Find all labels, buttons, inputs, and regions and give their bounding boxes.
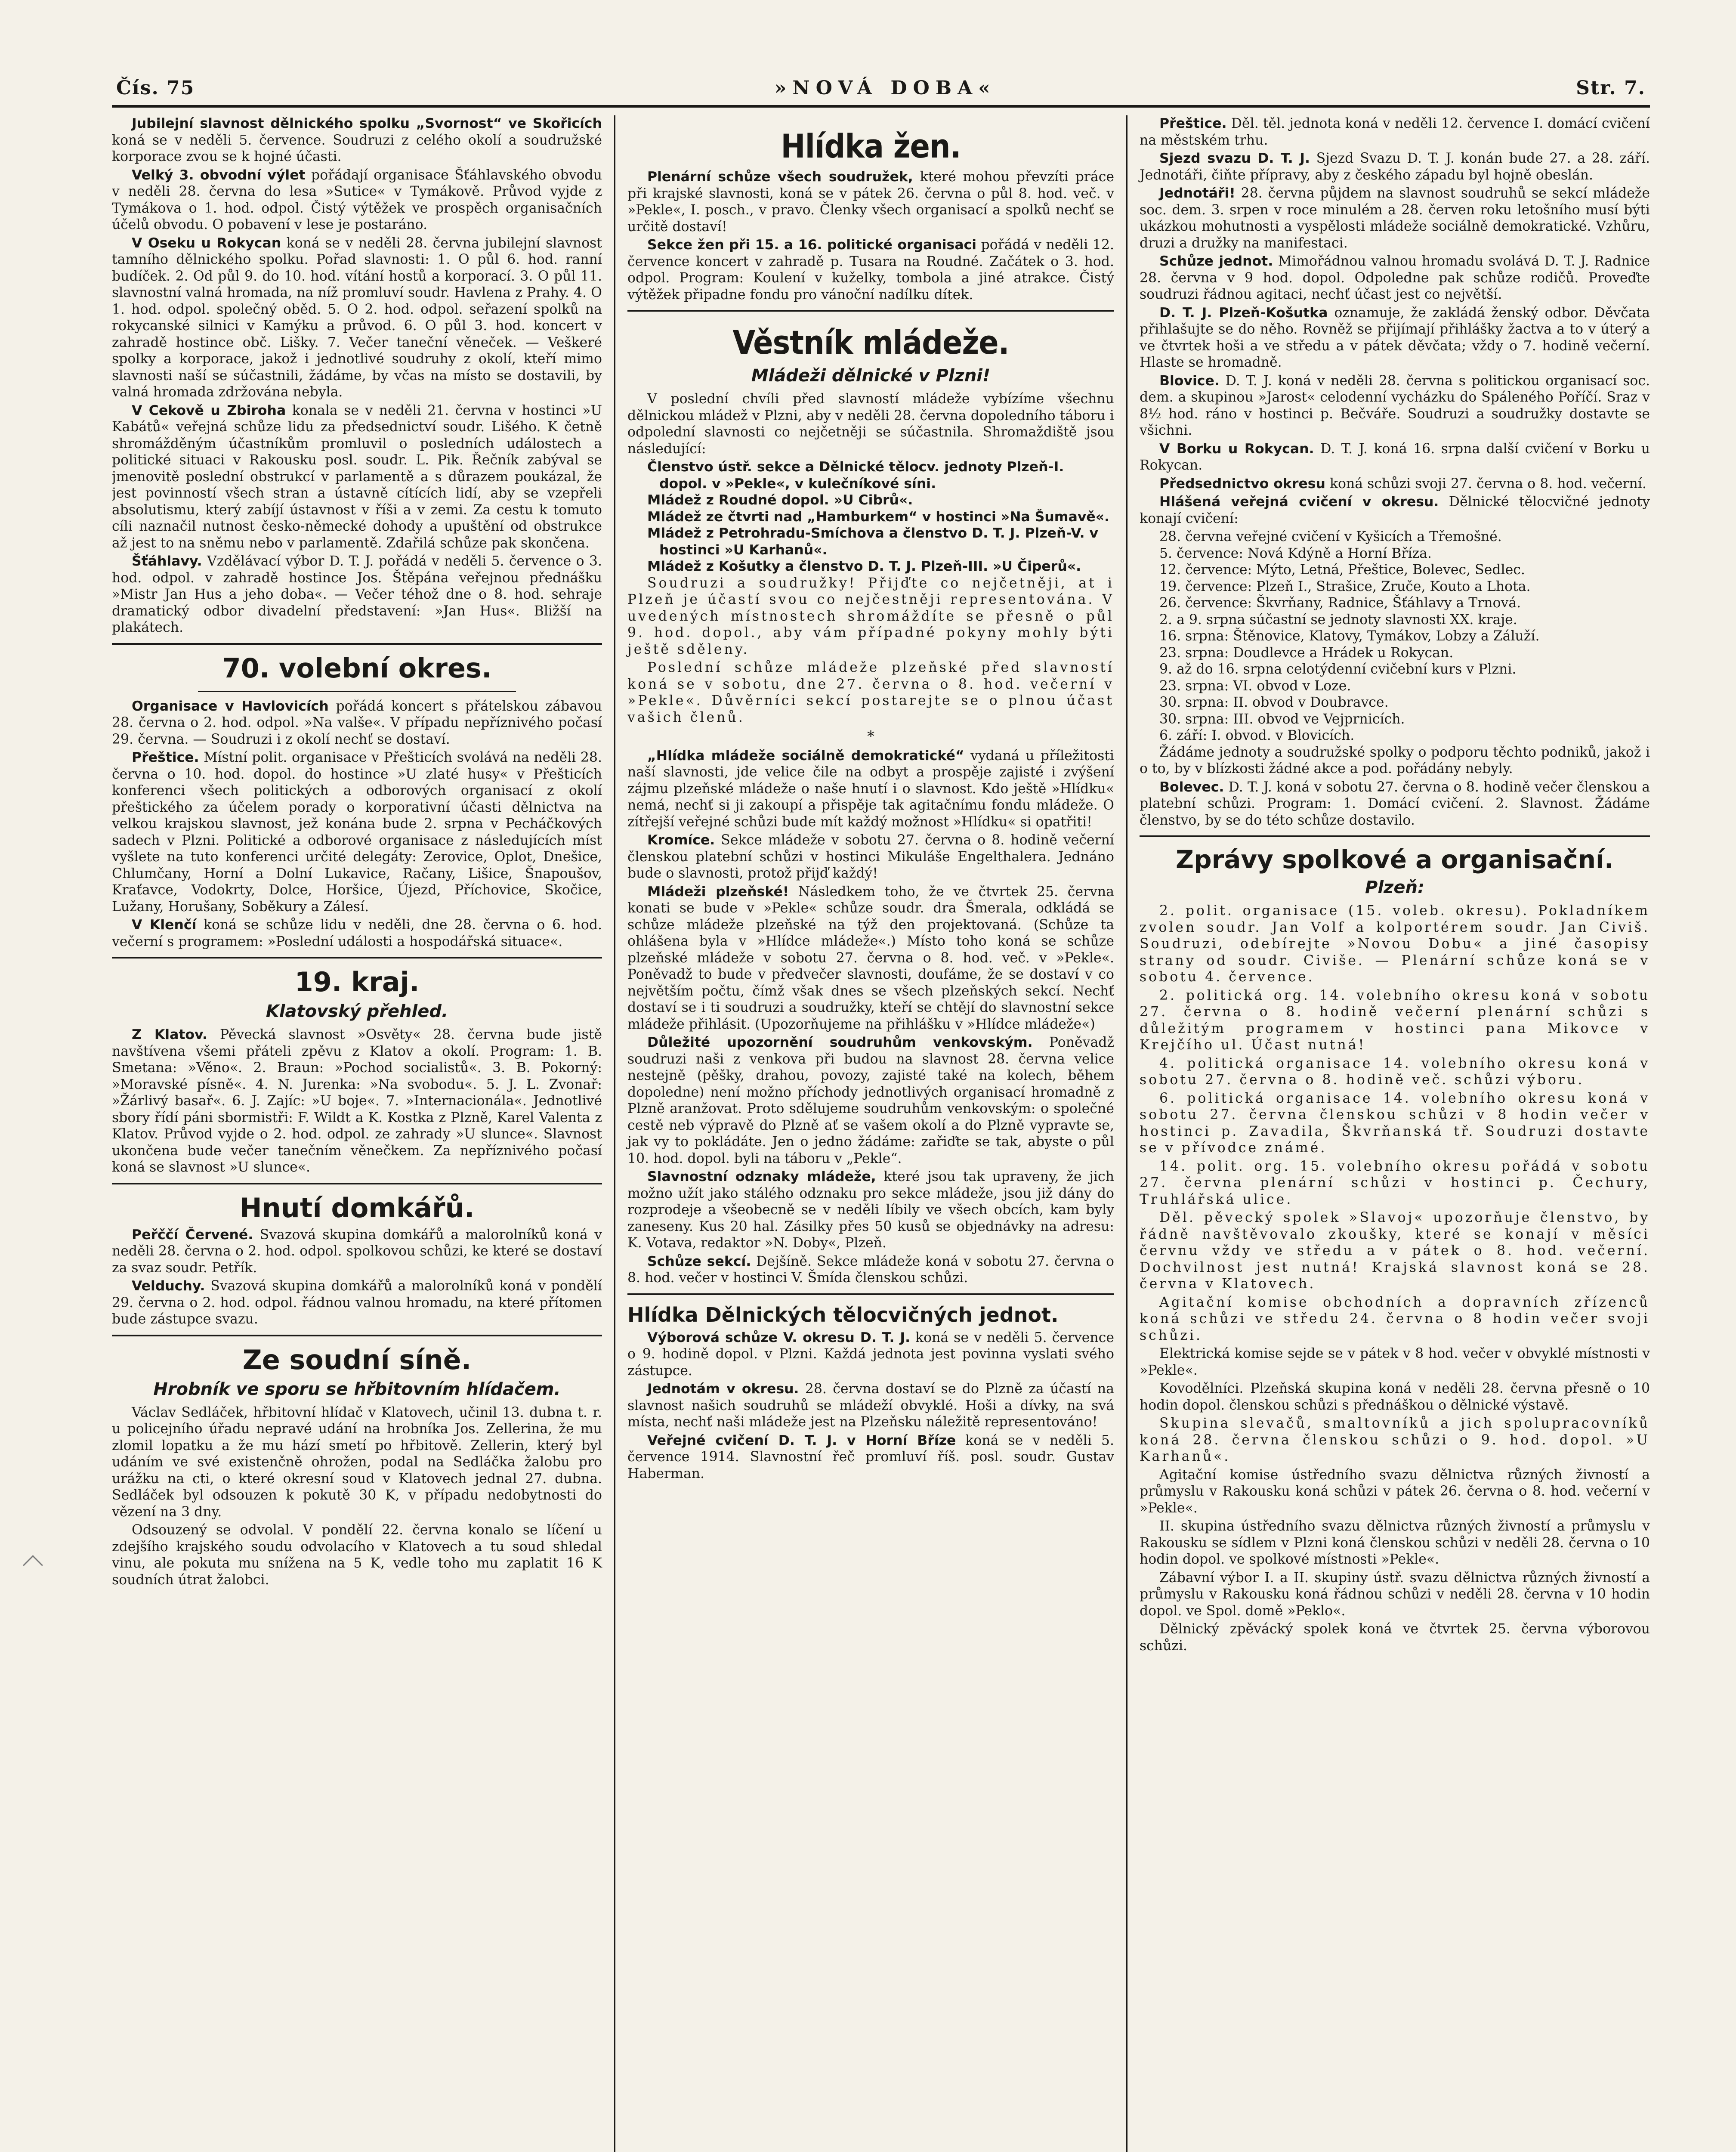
article-text: koná se schůze lidu v neděli, dne 28. června o 6. hod. večerní s programem: »Poslední události a hospodářská situace«. [112, 917, 602, 949]
article-lead: Předsednictvo okresu [1159, 476, 1325, 492]
punch-mark [23, 1555, 43, 1575]
article [1140, 305, 1650, 371]
article [627, 1432, 1114, 1482]
article-lead: V Borku u Rokycan. [1159, 441, 1314, 457]
divider [627, 1293, 1114, 1295]
article: Agitační komise obchodních a dopravních zřízenců koná schůzi ve středu 24. června o 8 hodin večer svoji schůzi. [1140, 1294, 1650, 1343]
article-lead: Sekce žen při 15. a 16. politické organisaci [647, 237, 977, 253]
article [112, 553, 602, 636]
divider [112, 1183, 602, 1184]
list-item: 6. září: I. obvod. v Blovicích. [1159, 728, 1355, 743]
article-lead: Bolevec. [1159, 779, 1224, 795]
article-lead: Přeštice. [132, 750, 199, 765]
section-heading-telocvicne-jednoty: Hlídka Dělnických tělocvičných jednot. [627, 1303, 1059, 1326]
article [1140, 373, 1650, 439]
article-text: koná se v neděli 28. června jubilejní slavnost tamního dělnického spolku. Pořad slavnosti: 1. O půl 6. hod. ranní budíček. 2. Od půl 9. do 10. hod. vítání hostů a korporací. 3. O půl 11. slavnostní valná hromada, na níž promluví soudr. Havlena z Prahy. 4. O 1. hod. odpol. společný oběd. 5. O 2. hod. odpol. seřazení spolků na rokycanské silnici v Kamýku a průvod. 6. O půl 3. hod. koncert v zahradě hostince obč. Lišky. 7. Večer taneční věneček. — Veškeré spolky a korporace, jakož i jednotlivé soudruhy z okolí, kteří mimo slavnosti naší se súčastnili, žádáme, by včas na místo se dostavili, by valná hromada zdržována nebyla. [112, 235, 602, 400]
article: V poslední chvíli před slavností mládeže vybízíme všechnu dělnickou mládež v Plzni, aby v neděli 28. června dopoledního táboru i odpolední slavnosti co nejčetněji se súčastnila. Shromaždiště jsou následující: [627, 391, 1114, 457]
article-text: Dejšíně. Sekce mládeže koná v sobotu 27. června o 8. hod. večer v hostinci V. Šmída členskou schůzi. [627, 1253, 1114, 1286]
article-text: které jsou tak upraveny, že jich možno užít jako stálého odznaku pro sekce mládeže, jsou již dány do rozprodeje a všeobecně se v neděli líbily ve všech obcích, kam byly zaneseny. Kus 20 hal. Zásilky přes 50 kusů se objednávky na adresu: K. Votava, redaktor »N. Doby«, Plzeň. [627, 1169, 1114, 1251]
article-lead: Peřččí Červené. [132, 1227, 253, 1243]
page-number: Str. 7. [1576, 77, 1646, 99]
article: 2. polit. organisace (15. voleb. okresu). Pokladníkem zvolen soudr. Jan Volf a kolportérem soudr. Jan Civiš. Soudruzi, odebírejte »Novou Dobu« a jiné časopisy strany od soudr. Civiše. — Plenární schůze koná se v sobotu 4. července. [1140, 903, 1650, 985]
article-lead: Mládeži plzeňské! [647, 884, 789, 900]
list-item: Mládež ze čtvrti nad „Hamburkem“ v hostinci »Na Šumavě«. [647, 509, 1110, 525]
article-lead: Sjezd svazu D. T. J. [1159, 151, 1310, 166]
article [112, 1027, 602, 1176]
article-text: Poněvadž soudruzi naši z venkova při budou na slavnost 28. června velice nestejně (pěšky, drahou, povozy, zajisté také na kolech, během dopoledne) není možno příchody jednotlivých organisací hromadně z Plzně aranžovat. Proto sdělujeme soudruhům venkovským: o společné cestě neb výpravě do Plzně ať se vašem okolí a do Plzně vypravte se, jak vy to pokládáte. Jen o jedno žádáme: zařiďte se tak, abyste o půl 10. hod. dopol. byli na táboru v „Pekle“. [627, 1035, 1114, 1166]
columns [112, 115, 1650, 2152]
section-heading-domkari: Hnutí domkářů. [239, 1192, 475, 1224]
list-item: Členstvo ústř. sekce a Dělnické tělocv. jednoty Plzeň-I. dopol. v »Pekle«, v kulečníkové síni. [647, 459, 1064, 492]
article-lead: D. T. J. Plzeň-Košutka [1159, 305, 1328, 321]
article-text: Sjezd Svazu D. T. J. konán bude 27. a 28. září. Jednotáři, čiňte přípravy, aby z českého západu byl hojně obeslán. [1140, 151, 1650, 183]
article-text: oznamuje, že zakládá ženský odbor. Děvčata přihlašujte se do něho. Rovněž se přijímají přihlášky žactva a to v úterý a ve čtvrtek hoši a ve středu a v pátek děvčata; vždy o 7. hodině večerní. Hlaste se hromadně. [1140, 305, 1650, 370]
article-lead: Plenární schůze všech soudružek, [647, 169, 913, 185]
article-text: koná schůzi svoji 27. června o 8. hod. večerní. [1325, 476, 1646, 492]
issue-number: Čís. 75 [116, 77, 195, 99]
list-item: Mládež z Roudné dopol. »U Cibrů«. [647, 492, 913, 508]
list-item: 30. srpna: II. obvod v Doubravce. [1159, 695, 1389, 710]
article-lead: Hlášená veřejná cvičení v okresu. [1159, 494, 1439, 510]
article-lead: Důležité upozornění soudruhům venkovským. [647, 1035, 1033, 1050]
article-lead: Schůze sekcí. [647, 1253, 751, 1269]
section-heading-zpravy-spolkove: Zprávy spolkové a organisační. [1176, 845, 1614, 874]
article [1140, 494, 1650, 527]
article-text: D. T. J. koná v sobotu 27. června o 8. hodině večer členskou a platební schůzi. Program: 1. Domácí cvičení. 2. Slavnost. Žádáme členstvo, by se do této schůze dostavilo. [1140, 779, 1650, 828]
article [112, 235, 602, 401]
article-lead: Jubilejní slavnost dělnického spolku „Svornost“ ve Skořicích [132, 116, 602, 131]
article [627, 748, 1114, 831]
article-lead: Veřejné cvičení D. T. J. v Horní Bříze [647, 1432, 956, 1448]
article [112, 698, 602, 748]
list-item: 2. a 9. srpna súčastní se jednoty slavnosti XX. kraje. [1159, 612, 1517, 628]
list-item: 26. července: Škvrňany, Radnice, Šťáhlavy a Trnová. [1159, 595, 1521, 611]
article-lead: Slavnostní odznaky mládeže, [647, 1169, 876, 1184]
article: Agitační komise ústředního svazu dělnictva různých živností a průmyslu v Rakousku koná schůzi v pátek 26. června o 8. hod. večerní v »Pekle«. [1140, 1467, 1650, 1516]
column-1 [112, 115, 615, 2152]
article [112, 1227, 602, 1277]
section-subheading: Plzeň: [1365, 878, 1424, 897]
article [1140, 476, 1650, 492]
section-heading-soudni-sin: Ze soudní síně. [242, 1344, 472, 1376]
article-text: koná se v neděli 5. července 1914. Slavnostní řeč promluví říš. posl. soudr. Gustav Haberman. [627, 1432, 1114, 1481]
article: Elektrická komise sejde se v pátek v 8 hod. večer v obvyklé místnosti v »Pekle«. [1140, 1346, 1650, 1378]
column-3 [1127, 115, 1650, 2152]
star-separator: * [867, 728, 874, 745]
column-2 [615, 115, 1127, 2152]
list-item: 12. července: Mýto, Letná, Přeštice, Bolevec, Sedlec. [1159, 562, 1525, 578]
article-lead: Přeštice. [1159, 116, 1227, 131]
list-item: 19. července: Plzeň I., Strašice, Zruče, Kouto a Lhota. [1159, 578, 1531, 594]
article: 14. polit. org. 15. volebního okresu pořádá v sobotu 27. června plenární schůzi v hostinci p. Čechury, Truhlářská ulice. [1140, 1158, 1650, 1207]
article-lead: V Oseku u Rokycan [132, 235, 281, 251]
list-item: 5. července: Nová Kdýně a Horní Bříza. [1159, 545, 1432, 561]
article: Zábavní výbor I. a II. skupiny ústř. svazu dělnictva různých živností a průmyslu v Rakousku koná řádnou schůzi v neděli 28. června v 10 hodin dopol. ve Spol. domě »Peklo«. [1140, 1570, 1650, 1619]
section-heading-hlidka-zen: Hlídka žen. [781, 127, 961, 165]
article-text: Následkem toho, že ve čtvrtek 25. června konati se bude v »Pekle« schůze soudr. dra Šmerala, odkládá se schůze mládeže plzeňské na týž den projektovaná. (Schůze ta ohlášena byla v »Hlídce mládeže«.) Místo toho koná se schůze plzeňské mládeže v sobotu 27. června o 8. hod. več. v »Pekle«. Poněvadž to bude v předvečer slavnosti, doufáme, že se dostaví v co největším počtu, čímž však dnes se všech plzeňských sekcí. Nechť dostaví se i ti soudruzi a soudružky, kteří se chtějí do slavnostní sekce mládeže přihlásit. (Upozorňujeme na přihlášku v »Hlídce mládeže«) [627, 884, 1114, 1032]
article-text: pořádají organisace Šťáhlavského obvodu v neděli 28. června do lesa »Sutice« v Tymákově. Průvod vyjde z Tymákova o 1. hod. odpol. Čistý výtěžek ve prospěch organisačních účelů obvodu. O pobavení v lese je postaráno. [112, 167, 602, 232]
article-text: vydaná u příležitosti naší slavnosti, jde velice čile na odbyt a prospěje zajisté i zvýšení zájmu plzeňské mládeže o naše hnutí i o slavnost. Kdo ještě »Hlídku« nemá, nechť si ji zakoupí a přispěje tak agitačnímu fondu mládeže. O zítřejší veřejné schůzi bude mít každý možnost »Hlídku« si opatřiti! [627, 748, 1114, 830]
article-text: Sekce mládeže v sobotu 27. června o 8. hodině večerní členskou platební schůzi v hostinci Mikuláše Engelthalera. Jednáno bude o slavnosti, protož přijď každý! [627, 832, 1114, 881]
article: Odsouzený se odvolal. V pondělí 22. června konalo se líčení u zdejšího krajského soudu odvolacího v Klatovech a tu soud shledal vinu, ale pokuta mu snížena na 5 K, vedle toho mu zaplatit 16 K soudních útrat žalobci. [112, 1522, 602, 1588]
article-text: Děl. těl. jednota koná v neděli 12. července I. domácí cvičení na městském trhu. [1140, 116, 1650, 148]
article [627, 237, 1114, 303]
article: 4. politická organisace 14. volebního okresu koná v sobotu 27. června o 8. hodině več. schůzi výboru. [1140, 1055, 1650, 1088]
article [1140, 441, 1650, 474]
section-subheading: Hrobník ve sporu se hřbitovním hlídačem. [153, 1379, 561, 1399]
article [1140, 115, 1650, 148]
article [112, 749, 602, 915]
article [112, 1278, 602, 1328]
article-text: pořádá v neděli 12. července koncert v zahradě p. Tusara na Roudné. Začátek o 3. hod. odpol. Program: Koulení v kuželky, tombola a jiné atrakce. Čistý výtěžek připadne fondu pro vánoční nadílku dítek. [627, 237, 1114, 303]
article: 2. politická org. 14. volebního okresu koná v sobotu 27. června o 8. hodině večerní plenární schůzi s důležitým programem v hostinci pana Mikovce v Krejčího ul. Účast nutná! [1140, 987, 1650, 1053]
article [1140, 150, 1650, 183]
divider [112, 643, 602, 645]
article-lead: V Cekově u Zbiroha [132, 402, 286, 418]
article-lead: Kromíce. [647, 832, 715, 848]
article-text: D. T. J. koná v neděli 28. června s politickou organisací soc. dem. a skupinou »Jarost« celodenní vycházku do Spáleného Poříčí. Sraz v 8½ hod. ráno v hostinci p. Bečváře. Soudruzi a soudružky dostavte se všichni. [1140, 373, 1650, 438]
article: Žádáme jednoty a soudružské spolky o podporu těchto podniků, jakož i o to, by v blízkosti žádné akce a pod. pořádány nebyly. [1140, 744, 1650, 776]
article [627, 1330, 1114, 1379]
article: II. skupina ústředního svazu dělnictva různých živností a průmyslu v Rakousku se sídlem v Plzni koná členskou schůzi v neděli 28. června o 10 hodin dopol. ve spolkové místnosti »Pekle«. [1140, 1518, 1650, 1567]
article: Kovodělníci. Plzeňská skupina koná v neděli 28. června přesně o 10 hodin dopol. členskou schůzi s přednáškou o dělnické výstavě. [1140, 1381, 1650, 1413]
running-header [112, 60, 1650, 108]
article: Poslední schůze mládeže plzeňské před slavností koná se v sobotu, dne 27. června o 8. hod. večerní v »Pekle«. Důvěrníci sekcí postarejte se o plnou účast vašich členů. [627, 660, 1114, 725]
article-text: koná se v neděli 5. července o 9. hodině dopol. v Plzni. Každá jednota jest povinna vyslati svého zástupce. [627, 1330, 1114, 1379]
article-text: Pěvecká slavnost »Osvěty« 28. června bude jistě navštívena všemi přáteli zpěvu z Klatov a okolí. Program: 1. B. Smetana: »Věno«. 2. Braun: »Pochod socialistů«. 3. B. Pokorný: »Moravské písně«. 4. N. Jurenka: »Na svobodu«. 5. J. L. Zvonař: »Žárlivý basař«. 6. J. Zajíc: »U boje«. 7. »Internacionála«. Jednotlivé sbory řídí páni sbormistři: F. Wildt a K. Kostka z Plzně, Karel Valenta z Klatov. Průvod vyjde o 2. hod. odpol. ze zahrady »U slunce«. Slavnost ukončena bude večer tanečním věnečkem. Za nepříznivého počasí koná se slavnost »U slunce«. [112, 1027, 602, 1175]
article-text: Mimořádnou valnou hromadu svolává D. T. J. Radnice 28. června v 9 hod. dopol. Odpoledne pak schůze rodičů. Proveďte soudruzi řádnou agitaci, nechť účast jest co největší. [1140, 254, 1650, 302]
article: 6. politická organisace 14. volebního okresu koná v sobotu 27. června členskou schůzi v 8 hodin večer v hostinci p. Zavadila, Škvrňanská tř. Soudruzi dostavte se v přívodce známé. [1140, 1090, 1650, 1156]
article-lead: „Hlídka mládeže sociálně demokratické“ [647, 748, 964, 764]
article-text: Svazová skupina domkářů a malorolníků koná v neděli 28. června o 2. hod. odpol. spolkovou schůzi, ke které se dostaví za svaz soudr. Petřík. [112, 1227, 602, 1276]
article [112, 167, 602, 233]
section-heading-vestnik-mladeze: Věstník mládeže. [732, 323, 1009, 362]
article-text: které mohou převzíti práce při krajské slavnosti, koná se v pátek 26. června o půl 8. hod. več. v »Pekle«, I. posch., v pravo. Členky všech organisací a spolků nechť se určitě dostaví! [627, 169, 1114, 235]
article-text: konala se v neděli 21. června v hostinci »U Kabátů« veřejná schůze lidu za předsednictví soudr. Lišého. K četně shromážděným účastníkům promluvil o posledních událostech a politické situaci v Rakousku posl. soudr. L. Pik. Řečník zabýval se jmenovitě poslední obstrukcí v parlamentě a s důrazem poukázal, že jest povinností všech stran a ústavně cítících lidí, aby se vzepřeli absolutismu, který zabíjí ústavnost v říši a v zemi. Za cestu k tomuto cíli naznačil nutnost česko-německé dohody a upuštění od obstrukce až jest to na sněmu nebo v parlamentě. Zdařilá schůze pak skončena. [112, 402, 602, 551]
article-text: Vzdělávací výbor D. T. J. pořádá v neděli 5. července o 3. hod. odpol. v zahradě hostince Jos. Štěpána veřejnou přednášku »Mistr Jan Hus a jeho doba«. — Večer téhož dne o 8. hod. sehraje dramatický odbor divadelní představení: »Jan Hus«. Bližší na plakátech. [112, 553, 602, 635]
article: Děl. pěvecký spolek »Slavoj« upozorňuje členstvo, by řádně navštěvovalo zkoušky, které se konají v měsíci červnu vždy ve středu a v pátek o 8. hod. večerní. Dochvilnost jest nutná! Krajská slavnost koná se 28. června v Klatovech. [1140, 1210, 1650, 1292]
article [112, 917, 602, 950]
list-item: 28. června veřejné cvičení v Kyšicích a Třemošné. [1159, 529, 1502, 544]
article-lead: Šťáhlavy. [132, 553, 202, 569]
article [627, 1169, 1114, 1252]
article-text: 28. června dostaví se do Plzně za účastí na slavnost našich soudruhů se mládeží obvyklé. Hoši a dívky, na svá místa, nechť naši mládeže jest na Plzeňsku náležitě representováno! [627, 1381, 1114, 1430]
article [627, 884, 1114, 1033]
article: Dělnický zpěvácký spolek koná ve čtvrtek 25. června výborovou schůzi. [1140, 1621, 1650, 1654]
section-subheading: Mládeži dělnické v Plzni! [751, 366, 991, 386]
article [627, 1381, 1114, 1431]
article-lead: Z Klatov. [132, 1027, 207, 1042]
article-lead: Jednotáři! [1159, 186, 1236, 201]
article-text: 28. června půjdem na slavnost soudruhů se sekcí mládeže soc. dem. 3. srpen v roce minulém a 28. červen roku letošního musí býti ukázkou mohutnosti a vyspělosti mládeže sociálně demokratické. Vzhůru, druzi a družky na manifestaci. [1140, 186, 1650, 251]
divider [1140, 835, 1650, 837]
article-lead: Výborová schůze V. okresu D. T. J. [647, 1330, 911, 1345]
article-text: koná se v neděli 5. července. Soudruzi z celého okolí a soudružské korporace zvou se k hojné účasti. [112, 132, 602, 164]
divider [198, 691, 516, 692]
article [627, 832, 1114, 882]
article-text: pořádá koncert s přátelskou zábavou 28. června o 2. hod. odpol. »Na valše«. V případu nepříznivého počasí 29. června. — Soudruzi i z okolí nechť se dostaví. [112, 698, 602, 747]
divider [112, 1335, 602, 1336]
article [1140, 779, 1650, 829]
article [627, 1253, 1114, 1286]
article [1140, 253, 1650, 303]
article-text: Místní polit. organisace v Přešticích svolává na neděli 28. června o 10. hod. dopol. do hostince »U zlaté husy« v Přešticích konferenci všech politických a odborových organisací z okolí přeštického za účelem porady o korporativní účasti dělnictva na velkou krajskou slavnost, jež konána bude 2. srpna v Pecháčkových sadech v Plzni. Politické a odborové organisace z následujících míst vyšlete na tuto konferenci určité delegáty: Zerovice, Oplot, Dnešice, Chlumčany, Horní a Dolní Lukavice, Račany, Lišice, Šnapoušov, Kraťavce, Vodokrty, Dolce, Horšice, Újezd, Příchovice, Skočice, Lužany, Horušany, Soběkury a Zálesí. [112, 750, 602, 915]
list-item: Mládež z Petrohradu-Smíchova a členstvo D. T. J. Plzeň-V. v hostinci »U Karhanů«. [647, 526, 1099, 558]
divider [112, 957, 602, 959]
article-lead: Jednotám v okresu. [647, 1381, 799, 1397]
list-item: 30. srpna: III. obvod ve Vejprnicích. [1159, 711, 1405, 727]
section-heading-19-kraj: 19. kraj. [294, 966, 420, 998]
article-lead: Schůze jednot. [1159, 254, 1273, 269]
article [112, 115, 602, 165]
divider [627, 310, 1114, 312]
article-lead: Velduchy. [132, 1278, 205, 1294]
list-item: 23. srpna: VI. obvod v Loze. [1159, 678, 1351, 694]
article-text: D. T. J. koná 16. srpna další cvičení v Borku u Rokycan. [1140, 441, 1650, 473]
article-lead: V Klenčí [132, 917, 197, 933]
newspaper-title: »NOVÁ DOBA« [774, 77, 996, 99]
list-item: 9. až do 16. srpna celotýdenní cvičební kurs v Plzni. [1159, 662, 1517, 677]
article-lead: Organisace v Havlovicích [132, 698, 329, 714]
article [627, 1034, 1114, 1167]
article [1140, 185, 1650, 251]
section-heading-70-okres: 70. volební okres. [222, 652, 492, 684]
section-subheading: Klatovský přehled. [266, 1002, 448, 1021]
article-lead: Velký 3. obvodní výlet [132, 167, 306, 183]
list-item: 16. srpna: Štěnovice, Klatovy, Tymákov, Lobzy a Záluží. [1159, 628, 1540, 644]
article: Soudruzi a soudružky! Přijďte co nejčetněji, at i Plzeň je účastí svou co nejčestněji representována. V uvedených místnostech shromáždíte se přesně o půl 9. hod. dopol., aby vám případné pokyny mohly býti ještě sděleny. [627, 575, 1114, 657]
article [627, 169, 1114, 235]
article-lead: Blovice. [1159, 373, 1220, 389]
article [112, 402, 602, 552]
article-text: Svazová skupina domkářů a malorolníků koná v pondělí 29. června o 2. hod. odpol. řádnou valnou hromadu, na které přítomen bude zástupce svazu. [112, 1278, 602, 1327]
list-item: 23. srpna: Doudlevce a Hrádek u Rokycan. [1159, 645, 1454, 661]
article-text: Dělnické tělocvičné jednoty konají cvičení: [1140, 494, 1650, 526]
article: Václav Sedláček, hřbitovní hlídač v Klatovech, učinil 13. dubna t. r. u policejního úřadu nepravé udání na hrobníka Jos. Zellerina, že mu zlomil lopatku a že mu hází smetí po hřbitově. Zellerin, který byl udáním ve své existenčně ohrožen, podal na Sedláčka žalobu pro urážku na cti, o které okresní soud v Klatovech jednal 27. dubna. Sedláček byl odsouzen k pokutě 30 K, v případu nedobytnosti do vězení na 3 dny. [112, 1404, 602, 1520]
list-item: Mládež z Košutky a členstvo D. T. J. Plzeň-III. »U Čiperů«. [647, 559, 1081, 574]
article: Skupina slevačů, smaltovníků a jich spolupracovníků koná 28. června členskou schůzi o 9. hod. dopol. »U Karhanů«. [1140, 1416, 1650, 1464]
